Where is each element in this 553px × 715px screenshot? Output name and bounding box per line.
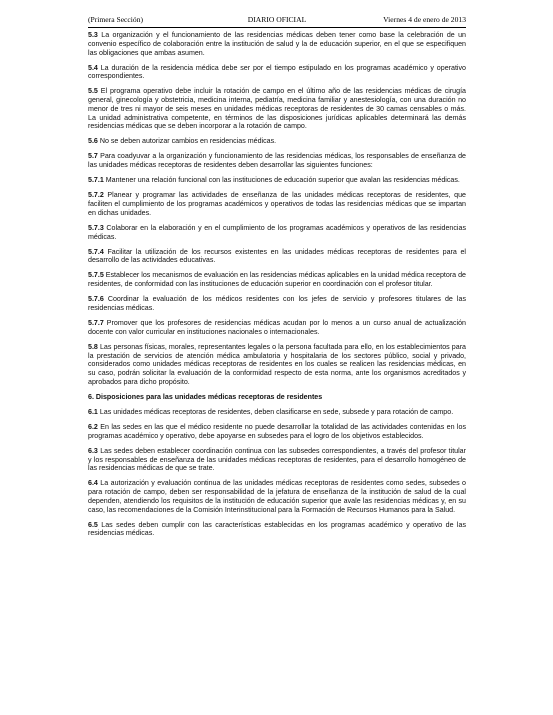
paragraph-text: Promover que los profesores de residencias médicas acudan por lo menos a un curso anual de actualización docente con valor curricular en instituciones nacionales o internacionales. <box>88 319 466 336</box>
paragraph-number: 5.7.4 <box>88 247 104 256</box>
paragraph <box>88 271 466 289</box>
paragraph-number: 5.3 <box>88 31 98 39</box>
paragraph-number: 6.2 <box>88 422 98 431</box>
paragraph <box>88 479 466 514</box>
paragraph <box>88 152 466 170</box>
paragraph-number: 5.4 <box>88 63 98 72</box>
paragraph <box>88 343 466 387</box>
paragraph-number: 5.7.6 <box>88 295 104 304</box>
paragraph-text: Las unidades médicas receptoras de residentes, deben clasificarse en sede, subsede y para rotación de campo. <box>97 407 454 416</box>
paragraph <box>88 319 466 337</box>
paragraph-text: No se deben autorizar cambios en residencias médicas. <box>97 137 277 146</box>
paragraph <box>88 176 466 185</box>
paragraph-number: 5.7.2 <box>88 191 104 200</box>
paragraph <box>88 447 466 473</box>
paragraph <box>88 248 466 266</box>
paragraph-text: Coordinar la evaluación de los médicos residentes con los jefes de servicio y profesores titulares de las residencias médicas. <box>88 295 466 312</box>
paragraph <box>88 295 466 313</box>
paragraph-text: Planear y programar las actividades de enseñanza de las unidades médicas receptoras de residentes, que faciliten el cumplimiento de los programas académicos y operativos de todas las residencias médicas que se impartan en dichas unidades. <box>88 191 466 217</box>
paragraph <box>88 137 466 146</box>
paragraph-number: 6.4 <box>88 479 98 488</box>
header-publication: DIARIO OFICIAL <box>247 15 307 24</box>
paragraph-number: 5.7.5 <box>88 271 104 280</box>
paragraph <box>88 87 466 131</box>
paragraph-text: La organización y el funcionamiento de las residencias médicas deben tener como base la celebración de un convenio específico de colaboración entre la institución de salud y la de educación superior, en el que se especifiquen las obligaciones que ambas asumen. <box>88 31 466 57</box>
paragraph-text: En las sedes en las que el médico residente no puede desarrollar la totalidad de las actividades contenidas en los programas académico y operativo, debe apoyarse en subsedes para el logro de los objetivos establecidos. <box>88 422 466 440</box>
paragraph-number: 5.6 <box>88 137 98 146</box>
paragraph-text: Las sedes deben establecer coordinación continua con las subsedes correspondientes, a través del profesor titular y los responsables de enseñanza de las unidades médicas receptoras de residentes, para el desarrollo homogéneo de las residencias médicas de que se trate. <box>88 446 466 473</box>
paragraph <box>88 224 466 242</box>
paragraph-number: 5.7 <box>88 152 98 161</box>
paragraph-text: El programa operativo debe incluir la rotación de campo en el último año de las residencias médicas de cirugía general, ginecología y obstetricia, medicina interna, pediatría, medicina familiar y anestesiología, con una duración no menor de tres ni mayor de seis meses en unidades médicas receptoras de residentes de 30 camas censables o más. La unidad administrativa competente, en términos de las disposiciones jurídicas aplicables determinará las demás residencias médicas que se deben incorporar a la rotación de campo. <box>88 87 466 131</box>
paragraph-number: 6.1 <box>88 407 98 416</box>
paragraph-number: 5.7.7 <box>88 319 104 328</box>
paragraph-text: La duración de la residencia médica debe ser por el tiempo estipulado en los programas académico y operativo correspondientes. <box>88 63 466 81</box>
paragraph-number: 6.3 <box>88 446 98 455</box>
paragraph-number: 5.7.1 <box>88 176 104 185</box>
header-date: Viernes 4 de enero de 2013 <box>383 15 466 24</box>
paragraph-text: Mantener una relación funcional con las instituciones de educación superior que avalan las residencias médicas. <box>103 176 460 185</box>
paragraph <box>88 31 466 57</box>
paragraph-number: 5.5 <box>88 87 98 96</box>
paragraph-number: 6.5 <box>88 520 98 529</box>
document-body <box>88 31 466 544</box>
paragraph-number: 5.7.3 <box>88 223 104 232</box>
paragraph-number: 5.8 <box>88 342 98 351</box>
paragraph-text: La autorización y evaluación continua de las unidades médicas receptoras de residentes como sedes, subsedes o para rotación de campo, deben ser responsabilidad de la jefatura de enseñanza de la institución de salud de la cual dependen, atendiendo los requisitos de la institución de educación superior que avale las residencias médicas y, en su caso, las recomendaciones de la Comisión Interinstitucional para la Formación de Recursos Humanos para la Salud. <box>88 479 466 514</box>
paragraph-text: Colaborar en la elaboración y en el cumplimiento de los programas académicos y operativos de las residencias médicas. <box>88 223 466 241</box>
header-section: (Primera Sección) <box>88 15 144 24</box>
section-heading: 6. Disposiciones para las unidades médicas receptoras de residentes <box>88 392 323 401</box>
paragraph-text: Establecer los mecanismos de evaluación en las residencias médicas aplicables en la unidad médica receptora de residentes, de conformidad con las instituciones de educación superior en coordinación con el profesor titular. <box>88 271 466 289</box>
paragraph-text: Las personas físicas, morales, representantes legales o la persona facultada para ello, en los establecimientos para la prestación de servicios de atención médica ambulatoria y hospitalaria de los sectores público, social y privado, considerados como unidades médicas receptoras de residentes en los cuales se realicen las residencias médicas, en su caso, podrán solicitar la evaluación de la conformidad respecto de esta norma, ante los organismos acreditados y aprobados para dicho propósito. <box>88 342 466 386</box>
paragraph <box>88 408 466 417</box>
paragraph <box>88 521 466 539</box>
paragraph <box>88 423 466 441</box>
paragraph <box>88 64 466 82</box>
page-header <box>88 15 466 28</box>
paragraph-text: Facilitar la utilización de los recursos existentes en las unidades médicas receptoras de residentes para el desarrollo de las actividades educativas. <box>88 247 466 265</box>
paragraph <box>88 191 466 217</box>
paragraph-text: Las sedes deben cumplir con las características establecidas en los programas académico y operativo de las residencias médicas. <box>88 520 466 538</box>
paragraph-text: Para coadyuvar a la organización y funcionamiento de las residencias médicas, los responsables de enseñanza de las unidades médicas receptoras de residentes deben desarrollar las siguientes funciones: <box>88 152 466 170</box>
